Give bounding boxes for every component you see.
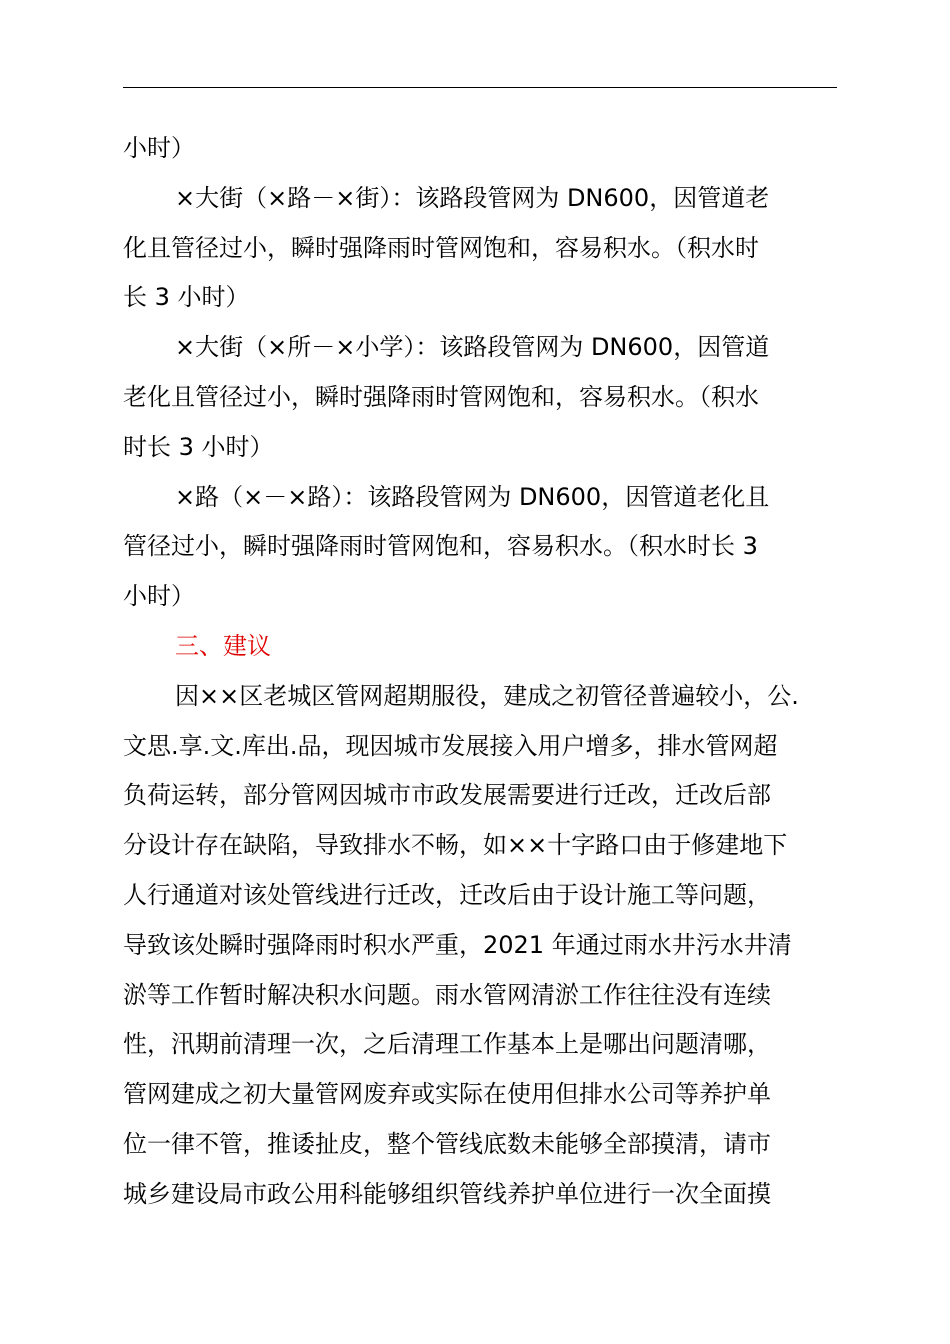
- header-rule: [123, 87, 837, 88]
- paragraph-line: 位一律不管，推诿扯皮，整个管线底数未能够全部摸清，请市: [123, 1129, 771, 1158]
- paragraph-line: 管径过小，瞬时强降雨时管网饱和，容易积水。（积水时长 3: [123, 532, 758, 561]
- paragraph-line: ×路（×－×路）：该路段管网为 DN600，因管道老化且: [175, 482, 770, 511]
- paragraph-line: 人行通道对该处管线进行迁改，迁改后由于设计施工等问题，: [123, 880, 771, 909]
- paragraph-line: 城乡建设局市政公用科能够组织管线养护单位进行一次全面摸: [123, 1179, 771, 1208]
- paragraph-line: 导致该处瞬时强降雨时积水严重，2021 年通过雨水井污水井清: [123, 930, 792, 959]
- paragraph-line: 化且管径过小，瞬时强降雨时管网饱和，容易积水。（积水时: [123, 233, 759, 262]
- document-body: [123, 124, 837, 1220]
- paragraph-line: 淤等工作暂时解决积水问题。雨水管网清淤工作往往没有连续: [123, 980, 771, 1009]
- section-heading: 三、建议: [175, 631, 271, 660]
- paragraph-line: 因××区老城区管网超期服役，建成之初管径普遍较小，公.: [175, 681, 799, 710]
- paragraph-line: 老化且管径过小，瞬时强降雨时管网饱和，容易积水。（积水: [123, 382, 759, 411]
- paragraph-line: 管网建成之初大量管网废弃或实际在使用但排水公司等养护单: [123, 1080, 771, 1109]
- paragraph-line: 文思.享.文.库出.品，现因城市发展接入用户增多，排水管网超: [123, 731, 778, 760]
- paragraph-line: ×大街（×路－×街）：该路段管网为 DN600，因管道老: [175, 183, 770, 212]
- paragraph-line: 小时）: [123, 134, 195, 162]
- paragraph-line: 时长 3 小时）: [123, 432, 274, 461]
- paragraph-line: 长 3 小时）: [123, 283, 250, 312]
- paragraph-line: 性，汛期前清理一次，之后清理工作基本上是哪出问题清哪，: [123, 1030, 771, 1059]
- paragraph-line: 小时）: [123, 582, 195, 611]
- paragraph-line: 分设计存在缺陷，导致排水不畅，如××十字路口由于修建地下: [123, 831, 788, 860]
- paragraph-line: ×大街（×所－×小学）：该路段管网为 DN600，因管道: [175, 333, 770, 362]
- paragraph-line: 负荷运转，部分管网因城市市政发展需要进行迁改，迁改后部: [123, 781, 771, 810]
